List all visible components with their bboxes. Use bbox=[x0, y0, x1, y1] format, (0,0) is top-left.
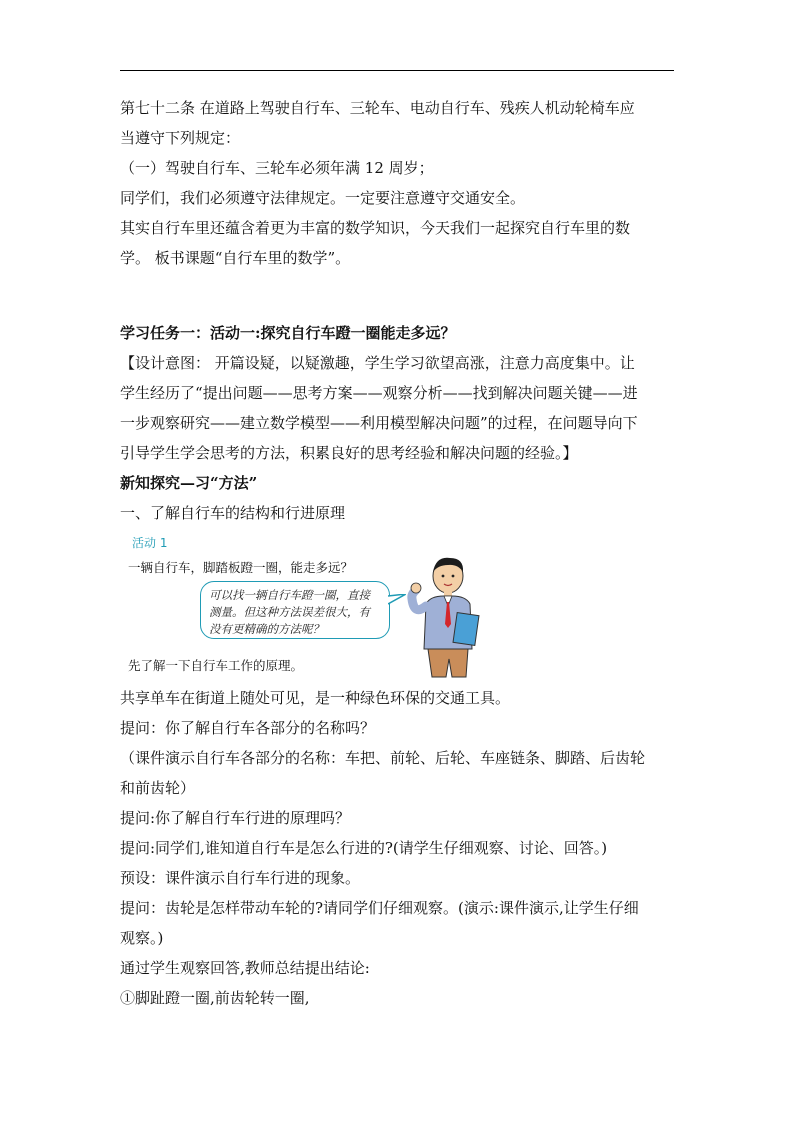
paragraph-line: 观察。) bbox=[120, 929, 164, 947]
design-intent-line: 引导学生学会思考的方法，积累良好的思考经验和解决问题的经验。】 bbox=[120, 444, 578, 462]
task-heading: 学习任务一：活动一:探究自行车蹬一圈能走多远？ bbox=[120, 324, 456, 342]
paragraph-line: 提问：齿轮是怎样带动车轮的?请同学们仔细观察。(演示:课件演示,让学生仔细 bbox=[120, 899, 639, 917]
document-body bbox=[120, 93, 674, 1013]
design-intent-line: 【设计意图： 开篇设疑，以疑激趣，学生学习欲望高涨，注意力高度集中。让 bbox=[120, 354, 635, 372]
subheading: 新知探究—习“方法” bbox=[120, 474, 258, 492]
paragraph-line: 第七十二条 在道路上驾驶自行车、三轮车、电动自行车、残疾人机动轮椅车应 bbox=[120, 99, 635, 117]
activity-title: 活动 1 bbox=[132, 536, 168, 550]
design-intent-line: 一步观察研究——建立数学模型——利用模型解决问题”的过程，在问题导向下 bbox=[120, 414, 638, 432]
paragraph-line: 当遵守下列规定： bbox=[120, 129, 241, 147]
section-heading: 一、了解自行车的结构和行进原理 bbox=[120, 504, 346, 522]
paragraph-line: 学。 板书课题“自行车里的数学”。 bbox=[120, 249, 351, 267]
speech-bubble bbox=[200, 581, 390, 639]
paragraph-line: 预设：课件演示自行车行进的现象。 bbox=[120, 869, 361, 887]
paragraph-line: 其实自行车里还蕴含着更为丰富的数学知识，今天我们一起探究自行车里的数 bbox=[120, 219, 631, 237]
paragraph-line: 提问:你了解自行车行进的原理吗？ bbox=[120, 809, 351, 827]
spacer bbox=[120, 273, 674, 318]
header-rule bbox=[120, 70, 674, 71]
paragraph-line: 和前齿轮） bbox=[120, 779, 196, 797]
bubble-text: 可以找一辆自行车蹬一圈，直接 bbox=[209, 588, 370, 602]
activity-question: 一辆自行车，脚踏板蹬一圈，能走多远？ bbox=[128, 560, 354, 575]
paragraph-line: 通过学生观察回答,教师总结提出结论: bbox=[120, 959, 370, 977]
student-illustration-icon bbox=[400, 554, 500, 679]
activity-ending: 先了解一下自行车工作的原理。 bbox=[128, 658, 304, 673]
paragraph-line: （一）驾驶自行车、三轮车必须年满 12 周岁； bbox=[120, 159, 434, 177]
paragraph-line: 共享单车在街道上随处可见，是一种绿色环保的交通工具。 bbox=[120, 689, 511, 707]
bubble-text: 测量。但这种方法误差很大，有 bbox=[209, 605, 370, 619]
paragraph-line: 同学们，我们必须遵守法律规定。一定要注意遵守交通安全。 bbox=[120, 189, 526, 207]
bubble-text: 没有更精确的方法呢？ bbox=[209, 622, 324, 636]
paragraph-line: （课件演示自行车各部分的名称：车把、前轮、后轮、车座链条、脚踏、后齿轮 bbox=[120, 749, 646, 767]
paragraph-line: 提问:同学们,谁知道自行车是怎么行进的?(请学生仔细观察、讨论、回答。) bbox=[120, 839, 608, 857]
paragraph-line: ①脚趾蹬一圈,前齿轮转一圈, bbox=[120, 989, 310, 1007]
paragraph-line: 提问：你了解自行车各部分的名称吗？ bbox=[120, 719, 376, 737]
activity-figure bbox=[120, 534, 480, 679]
design-intent-line: 学生经历了“提出问题——思考方案——观察分析——找到解决问题关键——进 bbox=[120, 384, 638, 402]
